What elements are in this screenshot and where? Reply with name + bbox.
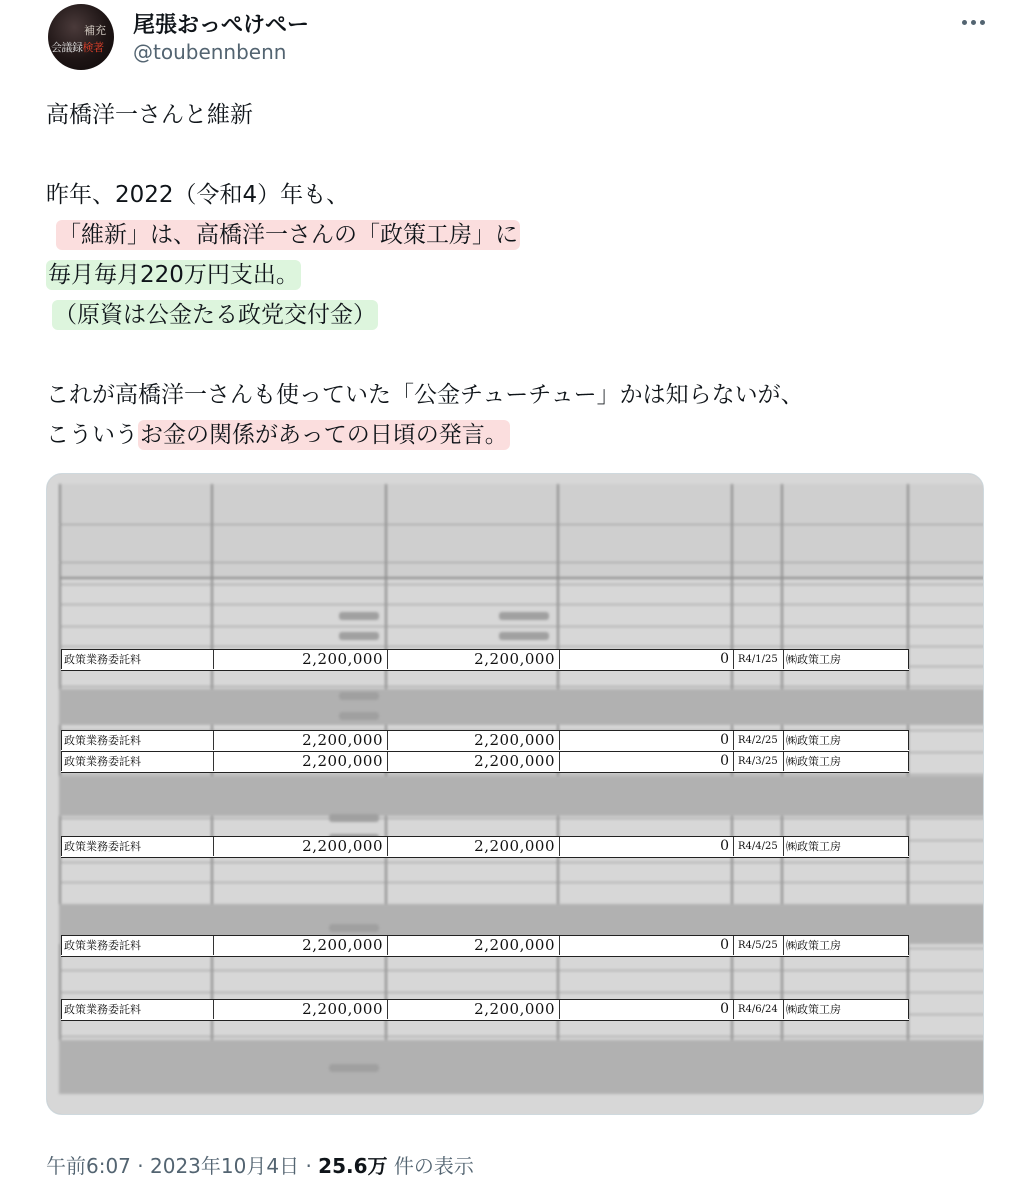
highlight-green: （原資は公金たる政党交付金） xyxy=(54,302,376,328)
amount-subsidy: 2,200,000 xyxy=(387,1000,559,1019)
date: R4/5/25 xyxy=(733,936,783,955)
highlight-pink: 「維新」は、高橋洋一さんの「政策工房」に xyxy=(58,222,518,248)
item-name: 政策業務委託料 xyxy=(61,650,213,669)
payee: ㈱政策工房 xyxy=(783,650,909,669)
more-horizontal-icon[interactable] xyxy=(953,10,993,34)
table-row xyxy=(61,935,909,957)
payee: ㈱政策工房 xyxy=(783,731,909,750)
date: R4/3/25 xyxy=(733,752,783,771)
table-row xyxy=(61,730,909,752)
view-count: 25.6万 xyxy=(318,1154,388,1178)
table-row xyxy=(61,751,909,773)
tweet-text xyxy=(46,95,976,455)
tweet-meta xyxy=(46,1150,474,1179)
amount: 2,200,000 xyxy=(213,731,387,750)
tweet-line: これが高橋洋一さんも使っていた「公金チューチュー」かは知らないが、 xyxy=(46,382,804,408)
amount-other: 0 xyxy=(559,936,733,955)
amount-subsidy: 2,200,000 xyxy=(387,731,559,750)
document-scan xyxy=(47,474,984,1115)
author-handle[interactable]: @toubennbenn xyxy=(133,40,287,64)
table-row xyxy=(61,649,909,671)
tweet-line: 昨年、2022（令和4）年も、 xyxy=(46,182,350,208)
tweet-line-plain: こういう xyxy=(46,422,138,448)
amount: 2,200,000 xyxy=(213,1000,387,1019)
payee: ㈱政策工房 xyxy=(783,837,909,856)
payee: ㈱政策工房 xyxy=(783,1000,909,1019)
avatar-text-top: 補充 xyxy=(84,24,106,37)
amount-subsidy: 2,200,000 xyxy=(387,936,559,955)
date: R4/2/25 xyxy=(733,731,783,750)
amount-other: 0 xyxy=(559,731,733,750)
amount-subsidy: 2,200,000 xyxy=(387,650,559,669)
payee: ㈱政策工房 xyxy=(783,752,909,771)
item-name: 政策業務委託料 xyxy=(61,752,213,771)
amount: 2,200,000 xyxy=(213,752,387,771)
amount: 2,200,000 xyxy=(213,650,387,669)
post-date[interactable]: 2023年10月4日 xyxy=(150,1154,300,1178)
view-label: 件の表示 xyxy=(393,1154,474,1178)
highlight-pink: お金の関係があっての日頃の発言。 xyxy=(140,422,508,448)
tweet-line: 高橋洋一さんと維新 xyxy=(46,102,253,128)
amount: 2,200,000 xyxy=(213,837,387,856)
author-display-name[interactable]: 尾張おっぺけペー xyxy=(133,13,310,38)
item-name: 政策業務委託料 xyxy=(61,936,213,955)
avatar-text-bottom: 会議録検著 xyxy=(51,41,104,54)
amount: 2,200,000 xyxy=(213,936,387,955)
item-name: 政策業務委託料 xyxy=(61,837,213,856)
amount-subsidy: 2,200,000 xyxy=(387,837,559,856)
table-row xyxy=(61,999,909,1021)
item-name: 政策業務委託料 xyxy=(61,731,213,750)
amount-other: 0 xyxy=(559,650,733,669)
separator: · xyxy=(305,1154,312,1178)
date: R4/1/25 xyxy=(733,650,783,669)
amount-other: 0 xyxy=(559,752,733,771)
item-name: 政策業務委託料 xyxy=(61,1000,213,1019)
amount-other: 0 xyxy=(559,1000,733,1019)
post-time[interactable]: 午前6:07 xyxy=(46,1154,131,1178)
amount-subsidy: 2,200,000 xyxy=(387,752,559,771)
table-row xyxy=(61,836,909,858)
highlight-green: 毎月毎月220万円支出。 xyxy=(48,262,299,288)
date: R4/6/24 xyxy=(733,1000,783,1019)
avatar[interactable] xyxy=(48,4,114,70)
tweet-card xyxy=(18,0,1015,1200)
date: R4/4/25 xyxy=(733,837,783,856)
amount-other: 0 xyxy=(559,837,733,856)
separator: · xyxy=(137,1154,144,1178)
attached-image[interactable] xyxy=(46,473,984,1115)
payee: ㈱政策工房 xyxy=(783,936,909,955)
